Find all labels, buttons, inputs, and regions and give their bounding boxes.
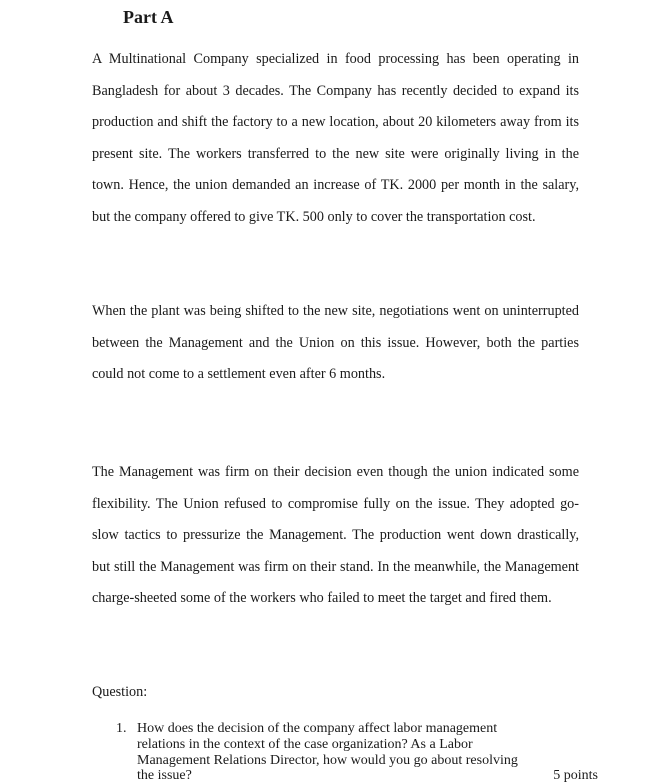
question-item	[116, 721, 598, 784]
case-paragraph-2: When the plant was being shifted to the new site, negotiations went on uninterrupted between the Management and the Union on this issue. However, both the parties could not come to a settlement even after 6 months.	[92, 303, 579, 383]
question-points: 5 points	[553, 768, 598, 784]
question-heading: Question:	[92, 684, 148, 700]
question-list	[116, 721, 598, 784]
question-number: 1.	[116, 721, 127, 736]
case-paragraph-3: The Management was firm on their decision even though the union indicated some flexibility. The Union refused to compromise fully on the issue. They adopted go-slow tactics to pressurize the Management. The production went down drastically, but still the Management was firm on their stand. In the meanwhile, the Management charge-sheeted some of the workers who failed to meet the target and fired them.	[92, 464, 579, 607]
case-paragraph-1: A Multinational Company specialized in food processing has been operating in Bangladesh for about 3 decades. The Company has recently decided to expand its production and shift the factory to a new location, about 20 kilometers away from its present site. The workers transferred to the new site were originally living in the town. Hence, the union demanded an increase of TK. 2000 per month in the salary, but the company offered to give TK. 500 only to cover the transportation cost.	[92, 51, 579, 225]
question-text: How does the decision of the company affect labor management relations in the context of the case organization? As a Labor Management Relations Director, how would you go about resolving the issue?	[137, 721, 518, 784]
page-title: Part A	[123, 7, 174, 27]
